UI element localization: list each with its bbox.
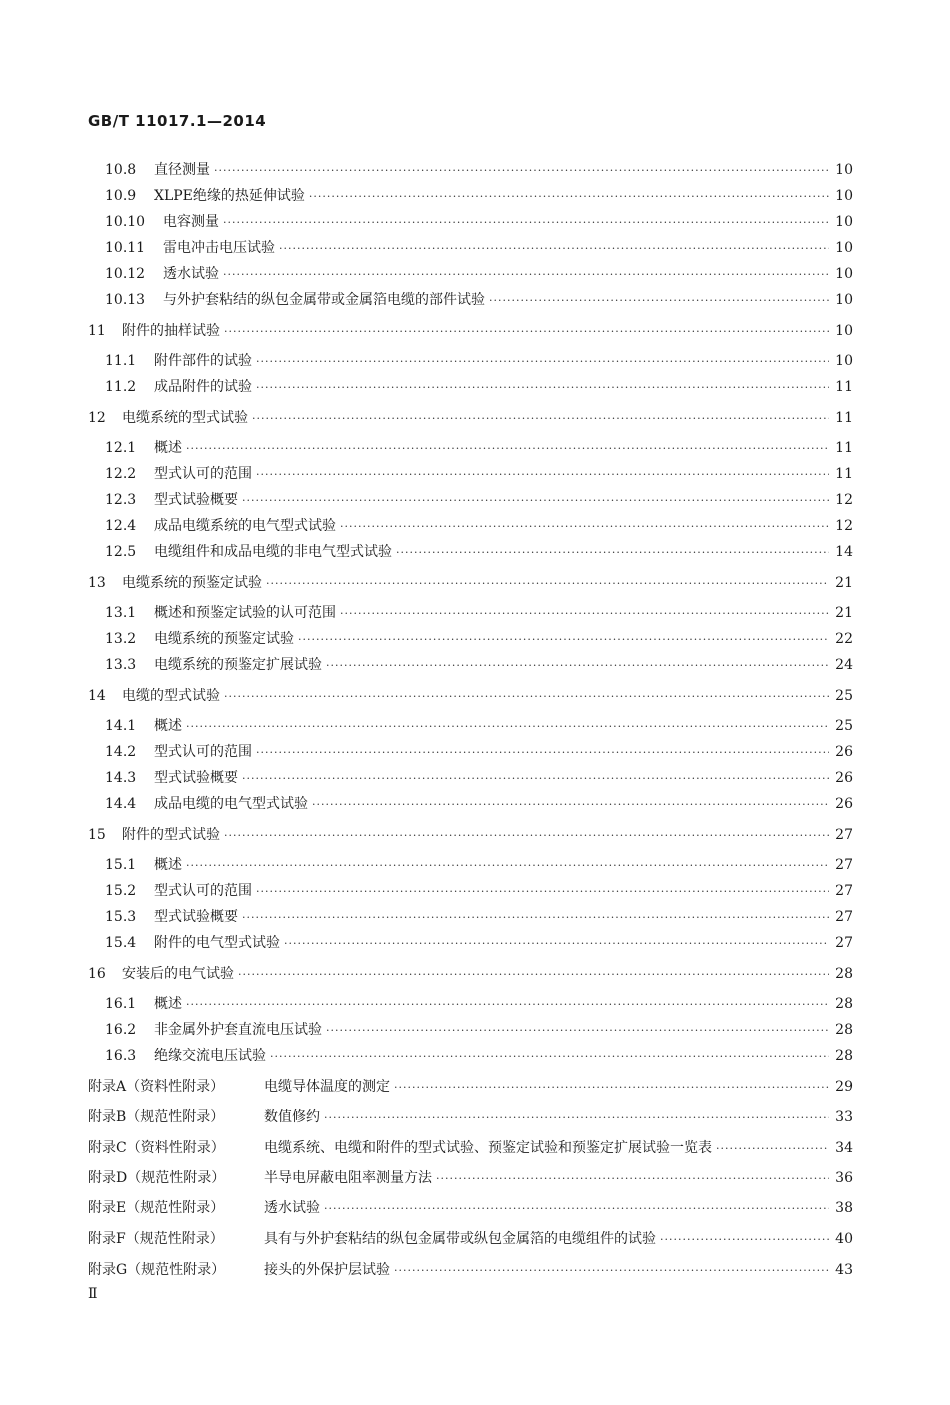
dot-leader	[223, 264, 829, 286]
toc-entry-page: 25	[835, 718, 853, 734]
toc-entry-title: 雷电冲击电压试验	[163, 240, 275, 256]
toc-entry-page: 38	[835, 1200, 853, 1216]
dot-leader	[224, 321, 829, 343]
toc-entry-title: 数值修约	[264, 1109, 320, 1125]
dot-leader	[256, 881, 829, 903]
toc-entry[interactable]	[88, 685, 853, 707]
toc-entry[interactable]	[105, 376, 853, 398]
toc-entry-title: 概述	[154, 996, 182, 1012]
toc-entry-number: 12.1	[105, 440, 137, 456]
toc-entry-number: 15.1	[105, 857, 137, 873]
dot-leader	[326, 655, 829, 677]
dot-leader	[279, 238, 829, 260]
toc-entry[interactable]	[105, 715, 853, 737]
toc-entry-number: 11	[88, 323, 106, 339]
toc-entry-title: 半导电屏蔽电阻率测量方法	[264, 1170, 432, 1186]
toc-entry-number: 13.2	[105, 631, 137, 647]
toc-entry[interactable]	[88, 1167, 853, 1189]
toc-entry-title: 型式试验概要	[154, 492, 238, 508]
toc-entry-page: 28	[835, 996, 853, 1012]
toc-entry-page: 10	[835, 323, 853, 339]
toc-entry-number: 10.13	[105, 292, 146, 308]
toc-entry-number: 15	[88, 827, 106, 843]
toc-entry-page: 34	[835, 1140, 853, 1156]
toc-entry-title: 与外护套粘结的纵包金属带或金属箔电缆的部件试验	[163, 292, 485, 308]
toc-entry[interactable]	[88, 1137, 853, 1159]
toc-entry-title: 电缆系统、电缆和附件的型式试验、预鉴定试验和预鉴定扩展试验一览表	[264, 1140, 712, 1156]
toc-entry[interactable]	[105, 1019, 853, 1041]
toc-entry-title: 接头的外保护层试验	[264, 1262, 390, 1278]
toc-entry-number: 附录D（规范性附录）	[88, 1170, 226, 1186]
toc-entry-title: 概述和预鉴定试验的认可范围	[154, 605, 336, 621]
toc-entry-page: 40	[835, 1231, 853, 1247]
toc-entry[interactable]	[105, 515, 853, 537]
toc-entry[interactable]	[88, 572, 853, 594]
dot-leader	[238, 964, 829, 986]
toc-entry-title: 概述	[154, 718, 182, 734]
toc-entry-page: 21	[835, 605, 853, 621]
toc-entry-title: 概述	[154, 440, 182, 456]
toc-entry-title: 电缆系统的型式试验	[122, 410, 248, 426]
dot-leader	[312, 794, 829, 816]
toc-entry-title: 型式认可的范围	[154, 466, 252, 482]
toc-entry[interactable]	[105, 854, 853, 876]
toc-entry-page: 27	[835, 909, 853, 925]
toc-entry[interactable]	[105, 237, 853, 259]
toc-entry-page: 14	[835, 544, 853, 560]
toc-entry[interactable]	[105, 654, 853, 676]
toc-entry-page: 43	[835, 1262, 853, 1278]
toc-entry-title: 型式认可的范围	[154, 883, 252, 899]
toc-entry[interactable]	[105, 463, 853, 485]
dot-leader	[256, 377, 829, 399]
toc-entry[interactable]	[105, 541, 853, 563]
toc-entry-page: 10	[835, 292, 853, 308]
toc-entry[interactable]	[105, 793, 853, 815]
toc-entry[interactable]	[105, 263, 853, 285]
dot-leader	[298, 629, 829, 651]
toc-entry-title: 具有与外护套粘结的纵包金属带或纵包金属箔的电缆组件的试验	[264, 1231, 656, 1247]
toc-entry-number: 11.1	[105, 353, 137, 369]
toc-entry-page: 11	[835, 410, 853, 426]
toc-entry-title: 直径测量	[154, 162, 210, 178]
dot-leader	[186, 438, 829, 460]
toc-entry-number: 10.12	[105, 266, 146, 282]
toc-entry-number: 附录A（资料性附录）	[88, 1079, 225, 1095]
toc-entry[interactable]	[105, 289, 853, 311]
toc-entry-page: 25	[835, 688, 853, 704]
dot-leader	[186, 855, 829, 877]
toc-entry-page: 27	[835, 827, 853, 843]
toc-entry[interactable]	[105, 880, 853, 902]
toc-entry-number: 15.2	[105, 883, 137, 899]
toc-entry-number: 13	[88, 575, 106, 591]
toc-entry-title: 安装后的电气试验	[122, 966, 234, 982]
document-header: GB/T 11017.1—2014	[88, 112, 267, 130]
dot-leader	[340, 603, 829, 625]
toc-entry-number: 13.3	[105, 657, 137, 673]
toc-entry-page: 10	[835, 266, 853, 282]
dot-leader	[326, 1020, 829, 1042]
toc-entry-number: 16.1	[105, 996, 137, 1012]
toc-entry-page: 36	[835, 1170, 853, 1186]
toc-entry[interactable]	[88, 963, 853, 985]
dot-leader	[324, 1107, 829, 1129]
toc-entry-page: 29	[835, 1079, 853, 1095]
toc-entry[interactable]	[105, 767, 853, 789]
toc-entry-page: 11	[835, 440, 853, 456]
toc-entry-number: 12.2	[105, 466, 137, 482]
dot-leader	[252, 408, 829, 430]
toc-entry[interactable]	[105, 602, 853, 624]
toc-entry-title: 电容测量	[163, 214, 219, 230]
dot-leader	[266, 573, 829, 595]
toc-entry-title: 透水试验	[264, 1200, 320, 1216]
toc-entry-title: 附件的电气型式试验	[154, 935, 280, 951]
toc-entry-title: 电缆的型式试验	[122, 688, 220, 704]
toc-entry-page: 28	[835, 966, 853, 982]
toc-entry-page: 27	[835, 935, 853, 951]
dot-leader	[436, 1168, 829, 1190]
toc-entry-title: 电缆系统的预鉴定扩展试验	[154, 657, 322, 673]
dot-leader	[186, 994, 829, 1016]
toc-entry-page: 10	[835, 240, 853, 256]
toc-entry-page: 26	[835, 796, 853, 812]
toc-entry-number: 13.1	[105, 605, 137, 621]
toc-entry-number: 附录C（资料性附录）	[88, 1140, 225, 1156]
toc-entry[interactable]	[105, 993, 853, 1015]
toc-entry-page: 21	[835, 575, 853, 591]
toc-entry-page: 11	[835, 466, 853, 482]
dot-leader	[270, 1046, 829, 1068]
toc-entry[interactable]	[88, 1076, 853, 1098]
toc-entry[interactable]	[88, 1106, 853, 1128]
toc-entry-number: 附录B（规范性附录）	[88, 1109, 225, 1125]
toc-entry-page: 12	[835, 518, 853, 534]
toc-entry[interactable]	[105, 350, 853, 372]
toc-entry-page: 10	[835, 353, 853, 369]
dot-leader	[489, 290, 829, 312]
toc-entry-title: 电缆系统的预鉴定试验	[154, 631, 294, 647]
toc-entry-title: 非金属外护套直流电压试验	[154, 1022, 322, 1038]
dot-leader	[256, 351, 829, 373]
dot-leader	[324, 1198, 829, 1220]
dot-leader	[224, 686, 829, 708]
toc-entry-number: 16	[88, 966, 106, 982]
dot-leader	[256, 742, 829, 764]
toc-entry-page: 22	[835, 631, 853, 647]
toc-entry-title: 透水试验	[163, 266, 219, 282]
toc-entry[interactable]	[105, 741, 853, 763]
dot-leader	[309, 186, 829, 208]
toc-entry-page: 27	[835, 857, 853, 873]
toc-entry-number: 附录G（规范性附录）	[88, 1262, 226, 1278]
dot-leader	[186, 716, 829, 738]
toc-entry-page: 28	[835, 1022, 853, 1038]
toc-entry-number: 14.1	[105, 718, 137, 734]
toc-entry[interactable]	[105, 159, 853, 181]
toc-entry[interactable]	[105, 906, 853, 928]
dot-leader	[394, 1077, 829, 1099]
toc-entry-page: 24	[835, 657, 853, 673]
toc-entry-number: 16.3	[105, 1048, 137, 1064]
toc-entry-number: 附录F（规范性附录）	[88, 1231, 224, 1247]
toc-entry-page: 33	[835, 1109, 853, 1125]
dot-leader	[396, 542, 829, 564]
toc-entry-number: 16.2	[105, 1022, 137, 1038]
dot-leader	[223, 212, 829, 234]
toc-entry-number: 14.4	[105, 796, 137, 812]
toc-entry-title: 附件的型式试验	[122, 827, 220, 843]
toc-entry-number: 14.3	[105, 770, 137, 786]
toc-entry-number: 12.4	[105, 518, 137, 534]
toc-entry-number: 15.3	[105, 909, 137, 925]
toc-entry[interactable]	[105, 211, 853, 233]
toc-entry-title: 型式试验概要	[154, 909, 238, 925]
toc-entry[interactable]	[105, 628, 853, 650]
toc-entry-number: 14	[88, 688, 106, 704]
toc-entry-number: 10.11	[105, 240, 146, 256]
toc-entry[interactable]	[105, 1045, 853, 1067]
toc-entry-page: 10	[835, 162, 853, 178]
toc-entry-number: 12.3	[105, 492, 137, 508]
toc-entry-page: 11	[835, 379, 853, 395]
toc-entry-number: 12	[88, 410, 106, 426]
toc-entry[interactable]	[88, 1197, 853, 1219]
toc-entry[interactable]	[105, 932, 853, 954]
toc-entry-page: 26	[835, 744, 853, 760]
toc-entry-title: 电缆导体温度的测定	[264, 1079, 390, 1095]
toc-entry-page: 10	[835, 188, 853, 204]
toc-entry-page: 10	[835, 214, 853, 230]
toc-entry-title: 型式认可的范围	[154, 744, 252, 760]
toc-entry-title: 概述	[154, 857, 182, 873]
toc-entry-title: 成品电缆系统的电气型式试验	[154, 518, 336, 534]
dot-leader	[340, 516, 829, 538]
toc-entry-title: XLPE绝缘的热延伸试验	[154, 188, 305, 204]
toc-entry-page: 28	[835, 1048, 853, 1064]
toc-entry-page: 12	[835, 492, 853, 508]
toc-entry-number: 10.10	[105, 214, 146, 230]
toc-entry-title: 电缆系统的预鉴定试验	[122, 575, 262, 591]
dot-leader	[256, 464, 829, 486]
page-number: Ⅱ	[88, 1286, 98, 1302]
toc-entry[interactable]	[88, 824, 853, 846]
toc-entry[interactable]	[105, 185, 853, 207]
dot-leader	[242, 907, 829, 929]
toc-entry-title: 绝缘交流电压试验	[154, 1048, 266, 1064]
dot-leader	[242, 490, 829, 512]
dot-leader	[224, 825, 829, 847]
toc-entry-title: 附件的抽样试验	[122, 323, 220, 339]
toc-entry[interactable]	[105, 437, 853, 459]
dot-leader	[660, 1229, 829, 1251]
dot-leader	[716, 1138, 829, 1160]
toc-entry-number: 10.8	[105, 162, 137, 178]
toc-entry-title: 电缆组件和成品电缆的非电气型式试验	[154, 544, 392, 560]
toc-entry-title: 附件部件的试验	[154, 353, 252, 369]
toc-entry[interactable]	[88, 320, 853, 342]
toc-entry-title: 成品电缆的电气型式试验	[154, 796, 308, 812]
toc-entry-number: 14.2	[105, 744, 137, 760]
toc-entry-number: 15.4	[105, 935, 137, 951]
dot-leader	[394, 1260, 829, 1282]
toc-entry-number: 附录E（规范性附录）	[88, 1200, 225, 1216]
toc-entry-title: 成品附件的试验	[154, 379, 252, 395]
toc-entry[interactable]	[88, 1259, 853, 1281]
toc-entry-page: 26	[835, 770, 853, 786]
dot-leader	[214, 160, 829, 182]
dot-leader	[284, 933, 829, 955]
toc-entry-number: 12.5	[105, 544, 137, 560]
dot-leader	[242, 768, 829, 790]
toc-entry[interactable]	[88, 407, 853, 429]
toc-entry[interactable]	[105, 489, 853, 511]
toc-entry-number: 10.9	[105, 188, 137, 204]
toc-entry[interactable]	[88, 1228, 853, 1250]
toc-entry-number: 11.2	[105, 379, 137, 395]
toc-entry-page: 27	[835, 883, 853, 899]
toc-entry-title: 型式试验概要	[154, 770, 238, 786]
